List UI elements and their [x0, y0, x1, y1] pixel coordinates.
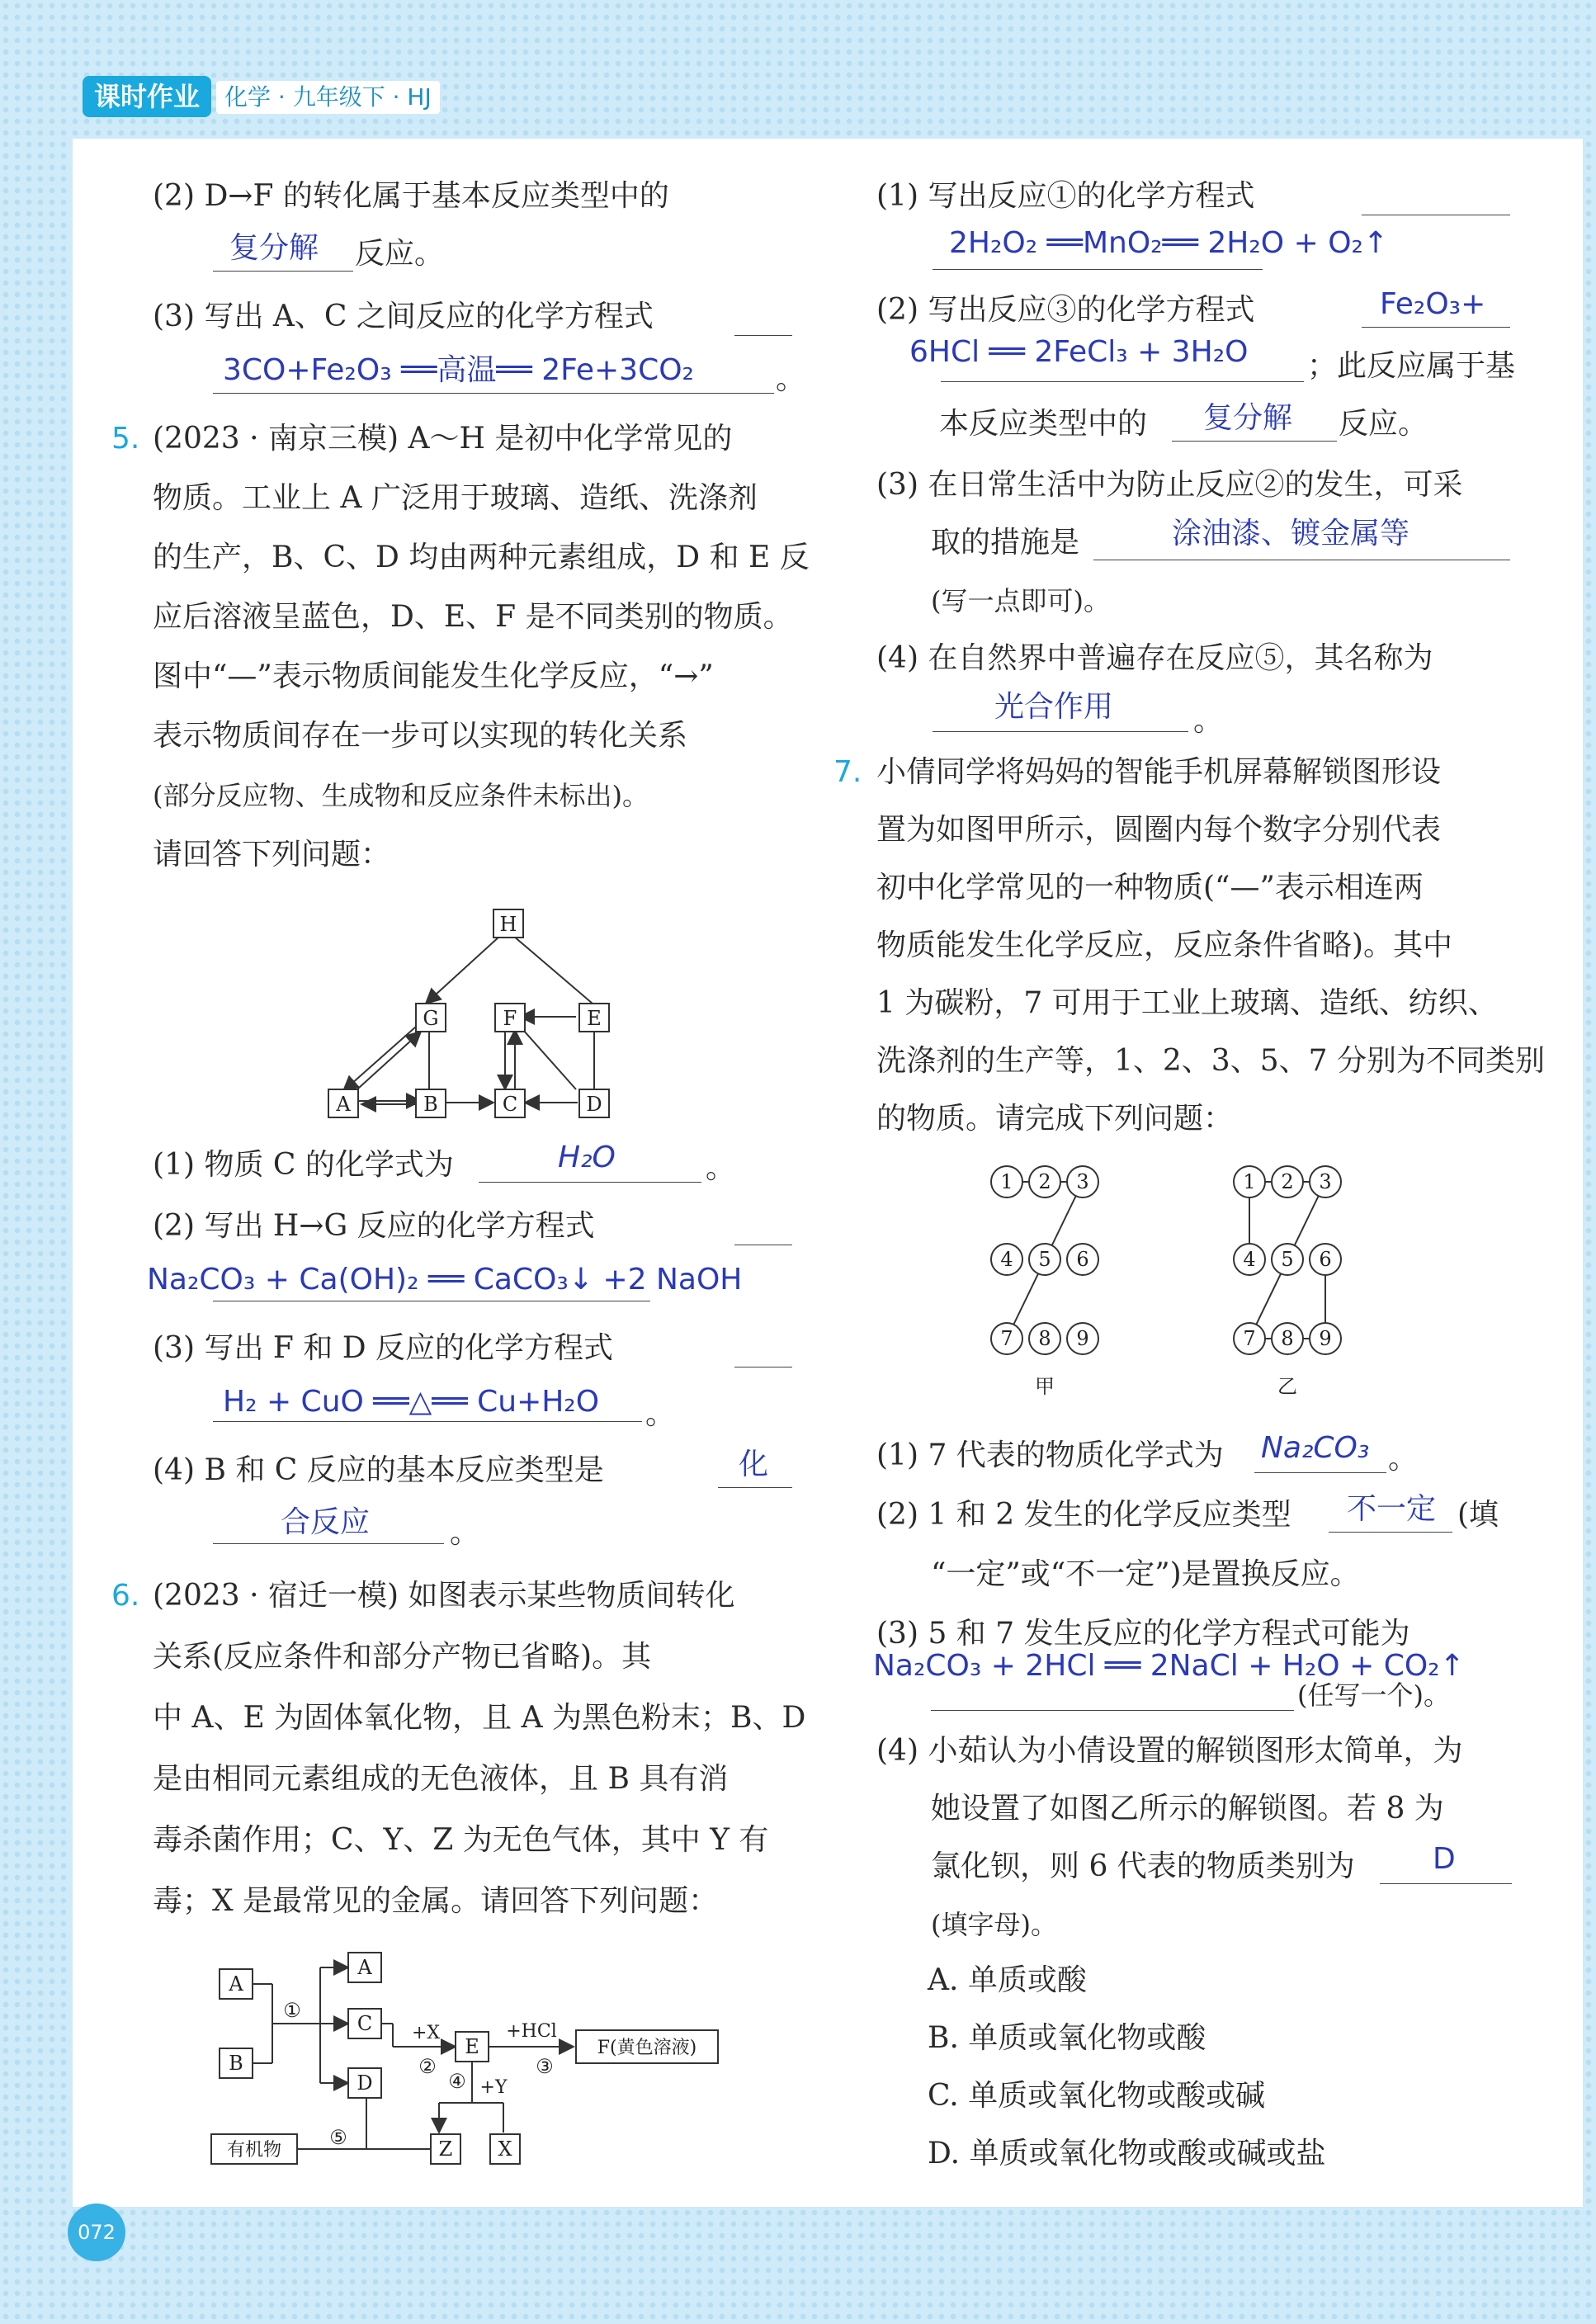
answer-line — [1172, 441, 1337, 442]
grid-number: 8 — [1281, 1327, 1294, 1350]
label-jia: 甲 — [1035, 1375, 1055, 1398]
q7-line: 物质能发生化学反应，反应条件省略)。其中 — [876, 928, 1453, 962]
q5-part4-text: (4) B 和 C 反应的基本反应类型是 — [153, 1453, 604, 1487]
answer-line — [734, 335, 792, 336]
q5-line: 请回答下列问题： — [153, 838, 391, 872]
q4-part3-answer: 3CO+Fe₂O₃ ══高温══ 2Fe+3CO₂ — [223, 353, 694, 387]
label-c1: ① — [283, 1999, 301, 2022]
period: 。 — [450, 1516, 480, 1550]
q7-unlock-patterns — [974, 1155, 1436, 1411]
q5-part3-answer: H₂ + CuO ══△══ Cu+H₂O — [223, 1385, 600, 1419]
grid-number: 7 — [1243, 1327, 1256, 1350]
period: 。 — [1193, 704, 1224, 738]
period: 。 — [776, 362, 806, 396]
grid-number: 3 — [1319, 1170, 1332, 1193]
q6-part3-note: (写一点即可)。 — [931, 585, 1110, 616]
q7-part4-answer: D — [1433, 1842, 1456, 1876]
label-b: B — [423, 1093, 438, 1116]
label-h: H — [499, 913, 517, 936]
q7-number: 7. — [833, 755, 862, 789]
period: 。 — [706, 1151, 736, 1185]
q5-part4-answer-b: 合反应 — [281, 1505, 371, 1539]
label-plus-hcl: +HCl — [506, 2021, 557, 2042]
label-plus-y: +Y — [479, 2077, 508, 2098]
header-logo: 课时作业 — [83, 76, 211, 117]
answer-line — [931, 1710, 1294, 1711]
q6-part3-text: (3) 在日常生活中为防止反应②的发生，可采 — [876, 468, 1463, 502]
grid-number: 5 — [1038, 1248, 1051, 1271]
label-plus-x: +X — [411, 2023, 441, 2043]
q4-part2-text: (2) D→F 的转化属于基本反应类型中的 — [153, 179, 669, 213]
grid-number: 7 — [1000, 1327, 1013, 1350]
label-c5: ⑤ — [329, 2126, 347, 2149]
period: 。 — [645, 1397, 676, 1431]
q7-part2-answer: 不一定 — [1347, 1492, 1437, 1526]
grid-number: 1 — [1243, 1170, 1256, 1193]
grid-number: 5 — [1281, 1248, 1294, 1271]
q7-line: 初中化学常见的一种物质(“—”表示相连两 — [876, 871, 1424, 905]
q7-part1-text: (1) 7 代表的物质化学式为 — [876, 1438, 1224, 1472]
q5-line: 图中“—”表示物质间能发生化学反应，“→” — [153, 659, 714, 693]
page-number: 072 — [68, 2204, 125, 2261]
grid-number: 9 — [1319, 1327, 1332, 1350]
q5-part2-answer: Na₂CO₃ + Ca(OH)₂ ══ CaCO₃↓ +2 NaOH — [147, 1263, 743, 1297]
answer-line — [213, 1421, 642, 1422]
q6-transformation-diagram — [206, 1939, 743, 2179]
q7-part4-note: (填字母)。 — [931, 1909, 1057, 1940]
label-a2: A — [357, 1956, 372, 1979]
q5-line: (部分反应物、生成物和反应条件未标出)。 — [153, 780, 649, 811]
q7-line: 1 为碳粉，7 可用于工业上玻璃、造纸、纺织、 — [876, 986, 1498, 1020]
q7-part4-text2: 她设置了如图乙所示的解锁图。若 8 为 — [931, 1792, 1444, 1826]
q5-line: 表示物质间存在一步可以实现的转化关系 — [153, 719, 688, 753]
q7-line: 小倩同学将妈妈的智能手机屏幕解锁图形设 — [876, 755, 1442, 789]
option-c: C. 单质或氧化物或酸或碱 — [928, 2079, 1266, 2113]
q5-number: 5. — [111, 422, 140, 456]
q5-part1-text: (1) 物质 C 的化学式为 — [153, 1148, 454, 1182]
grid-number: 3 — [1076, 1170, 1089, 1193]
q6-part4-text: (4) 在自然界中普遍存在反应⑤，其名称为 — [876, 641, 1433, 675]
q5-part3-text: (3) 写出 F 和 D 反应的化学方程式 — [153, 1331, 614, 1365]
grid-number: 4 — [1000, 1248, 1013, 1271]
q6-part3-answer: 涂油漆、镀金属等 — [1172, 517, 1410, 550]
q6-part2-text: (2) 写出反应③的化学方程式 — [876, 293, 1255, 327]
q6-line: 毒；X 是最常见的金属。请回答下列问题： — [153, 1884, 719, 1918]
label-f: F — [503, 1007, 517, 1030]
q7-part2-text: (2) 1 和 2 发生的化学反应类型 — [876, 1498, 1291, 1532]
q5-part1-answer: H₂O — [558, 1141, 616, 1174]
answer-line — [213, 271, 353, 272]
q6-part2-end: 反应。 — [1339, 407, 1428, 441]
q5-part2-text: (2) 写出 H→G 反应的化学方程式 — [153, 1209, 595, 1243]
q5-line: 应后溶液呈蓝色，D、E、F 是不同类别的物质。 — [153, 600, 793, 634]
grid-number: 1 — [1000, 1170, 1013, 1193]
q6-part2-answer-a: Fe₂O₃+ — [1380, 287, 1486, 321]
label-e: E — [465, 2035, 479, 2058]
answer-line — [1329, 1532, 1452, 1533]
q6-number: 6. — [111, 1579, 140, 1613]
grid-number: 2 — [1281, 1170, 1294, 1193]
period: 。 — [1388, 1442, 1419, 1476]
answer-line — [933, 731, 1188, 732]
option-a: A. 单质或酸 — [928, 1963, 1087, 1997]
label-g: G — [423, 1007, 439, 1030]
q6-line: 是由相同元素组成的无色液体，且 B 具有消 — [153, 1762, 729, 1796]
label-f: F(黄色溶液) — [597, 2038, 697, 2058]
label-organic: 有机物 — [226, 2140, 282, 2161]
label-e: E — [587, 1007, 602, 1030]
q7-part3-note: (任写一个)。 — [1297, 1679, 1450, 1711]
label-d: D — [586, 1093, 602, 1116]
label-c: C — [502, 1093, 518, 1116]
grid-number: 4 — [1243, 1248, 1256, 1271]
label-z: Z — [438, 2137, 453, 2161]
answer-line — [213, 1543, 444, 1544]
label-c4: ④ — [448, 2070, 466, 2093]
q4-part3-text: (3) 写出 A、C 之间反应的化学方程式 — [153, 300, 654, 333]
label-c3: ③ — [536, 2055, 554, 2078]
q7-line: 的物质。请完成下列问题： — [876, 1102, 1234, 1136]
q6-part1-answer: 2H₂O₂ ══MnO₂══ 2H₂O + O₂↑ — [949, 226, 1389, 260]
answer-line — [718, 1487, 792, 1488]
grid-number: 6 — [1319, 1248, 1332, 1271]
q7-part3-answer: Na₂CO₃ + 2HCl ══ 2NaCl + H₂O + CO₂↑ — [873, 1649, 1465, 1683]
q6-line: 关系(反应条件和部分产物已省略)。其 — [153, 1640, 652, 1674]
q4-part2-answer: 复分解 — [229, 231, 319, 265]
q6-part3-text2: 取的措施是 — [931, 526, 1080, 560]
option-d: D. 单质或氧化物或酸或碱或盐 — [928, 2137, 1326, 2170]
answer-line — [1362, 327, 1510, 328]
q7-part4-text3: 氯化钡，则 6 代表的物质类别为 — [931, 1849, 1355, 1883]
q6-line: 中 A、E 为固体氧化物，且 A 为黑色粉末；B、D — [153, 1701, 806, 1735]
label-c: C — [357, 2012, 373, 2035]
q6-part4-answer: 光合作用 — [994, 690, 1114, 724]
label-yi: 乙 — [1277, 1375, 1297, 1398]
q7-part4-text: (4) 小茹认为小倩设置的解锁图形太简单，为 — [876, 1734, 1463, 1768]
q6-part2-answer-c: 复分解 — [1203, 401, 1293, 435]
answer-line — [479, 1182, 701, 1183]
label-a: A — [229, 1972, 243, 1996]
q6-line: 毒杀菌作用；C、Y、Z 为无色气体，其中 Y 有 — [153, 1823, 769, 1857]
q6-line: (2023 · 宿迁一模) 如图表示某些物质间转化 — [153, 1579, 735, 1613]
q7-line: 洗涤剂的生产等，1、2、3、5、7 分别为不同类别 — [876, 1044, 1545, 1078]
q7-part2-fill: (填 — [1457, 1498, 1499, 1532]
grid-number: 9 — [1076, 1327, 1089, 1350]
q7-part2-text2: “一定”或“不一定”)是置换反应。 — [931, 1557, 1360, 1591]
q6-part2-continue: ；此反应属于基 — [1307, 349, 1516, 383]
q6-part1-text: (1) 写出反应①的化学方程式 — [876, 179, 1255, 213]
label-a: A — [336, 1093, 351, 1116]
grid-number: 6 — [1076, 1248, 1089, 1271]
q5-relation-diagram — [314, 900, 627, 1131]
answer-line — [1254, 1472, 1386, 1473]
q5-part4-answer-a: 化 — [739, 1448, 769, 1481]
label-x: X — [498, 2137, 512, 2161]
label-b: B — [229, 2052, 243, 2075]
answer-line — [933, 269, 1263, 270]
label-d: D — [357, 2071, 373, 2095]
q7-part3-text: (3) 5 和 7 发生反应的化学方程式可能为 — [876, 1617, 1410, 1651]
grid-number: 2 — [1038, 1170, 1051, 1193]
label-c2: ② — [418, 2055, 437, 2078]
answer-line — [941, 381, 1304, 382]
q6-part2-text2: 本反应类型中的 — [939, 407, 1148, 441]
q5-line: 物质。工业上 A 广泛用于玻璃、造纸、洗涤剂 — [153, 481, 758, 515]
q5-line: 的生产，B、C、D 均由两种元素组成，D 和 E 反 — [153, 541, 810, 574]
q7-part1-answer: Na₂CO₃ — [1261, 1431, 1370, 1465]
q5-line: (2023 · 南京三模) A～H 是初中化学常见的 — [153, 422, 733, 456]
answer-line — [1380, 1883, 1512, 1884]
option-b: B. 单质或氧化物或酸 — [928, 2021, 1206, 2055]
q4-part2-end: 反应。 — [355, 237, 445, 271]
q6-part2-answer-b: 6HCl ══ 2FeCl₃ + 3H₂O — [909, 335, 1249, 369]
grid-number: 8 — [1038, 1327, 1051, 1350]
answer-line — [213, 393, 774, 394]
q7-line: 置为如图甲所示，圆圈内每个数字分别代表 — [876, 813, 1442, 847]
header-subtitle: 化学 · 九年级下 · HJ — [216, 81, 440, 114]
